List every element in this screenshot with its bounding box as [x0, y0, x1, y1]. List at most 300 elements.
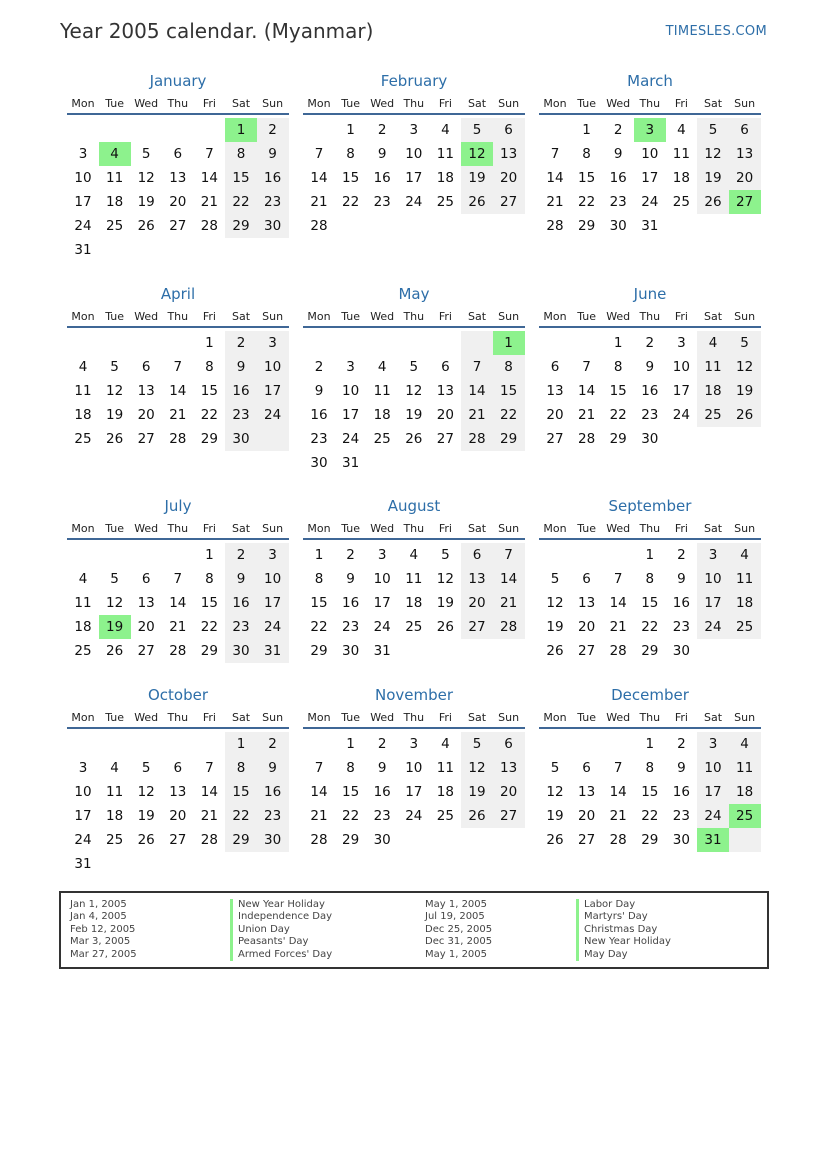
day-cell[interactable]: 30 [609, 218, 627, 234]
day-cell[interactable]: 15 [225, 166, 257, 190]
day-cell[interactable]: 17 [257, 379, 289, 403]
day-cell[interactable]: 27 [729, 190, 761, 214]
day-cell[interactable]: 5 [697, 118, 729, 142]
day-cell[interactable]: 29 [641, 832, 659, 848]
day-cell[interactable]: 6 [141, 359, 151, 375]
day-cell[interactable]: 21 [461, 403, 493, 427]
day-cell[interactable]: 25 [672, 194, 690, 210]
day-cell[interactable]: 16 [225, 379, 257, 403]
day-cell[interactable]: 10 [74, 784, 92, 800]
day-cell[interactable]: 15 [200, 595, 218, 611]
day-cell[interactable]: 3 [697, 543, 729, 567]
day-cell[interactable]: 7 [173, 359, 183, 375]
day-cell[interactable]: 5 [461, 118, 493, 142]
day-cell[interactable]: 6 [141, 571, 151, 587]
day-cell[interactable]: 22 [310, 619, 328, 635]
day-cell[interactable]: 19 [137, 194, 155, 210]
day-cell[interactable]: 20 [137, 407, 155, 423]
day-cell[interactable]: 24 [697, 615, 729, 639]
day-cell[interactable]: 25 [106, 218, 124, 234]
day-cell[interactable]: 30 [225, 639, 257, 663]
day-cell[interactable]: 15 [609, 383, 627, 399]
day-cell[interactable]: 3 [257, 543, 289, 567]
day-cell[interactable]: 14 [578, 383, 596, 399]
day-cell[interactable]: 19 [106, 407, 124, 423]
day-cell[interactable]: 12 [405, 383, 423, 399]
day-cell[interactable]: 29 [493, 427, 525, 451]
day-cell[interactable]: 6 [173, 146, 183, 162]
day-cell[interactable]: 28 [609, 832, 627, 848]
day-cell[interactable]: 12 [546, 784, 564, 800]
day-cell[interactable]: 26 [436, 619, 454, 635]
day-cell[interactable]: 14 [169, 595, 187, 611]
day-cell[interactable]: 8 [346, 146, 355, 162]
day-cell[interactable]: 12 [106, 383, 124, 399]
day-cell[interactable]: 23 [373, 808, 391, 824]
day-cell[interactable]: 26 [546, 832, 564, 848]
day-cell[interactable]: 17 [697, 780, 729, 804]
day-cell[interactable]: 28 [169, 643, 187, 659]
day-cell[interactable]: 1 [645, 547, 655, 563]
day-cell[interactable]: 11 [106, 784, 124, 800]
day-cell[interactable]: 26 [461, 190, 493, 214]
day-cell[interactable]: 13 [169, 170, 187, 186]
day-cell[interactable]: 22 [578, 194, 596, 210]
day-cell[interactable]: 16 [609, 170, 627, 186]
day-cell[interactable]: 20 [461, 591, 493, 615]
day-cell[interactable]: 24 [697, 804, 729, 828]
day-cell[interactable]: 24 [257, 615, 289, 639]
day-cell[interactable]: 24 [257, 403, 289, 427]
day-cell[interactable]: 23 [672, 619, 690, 635]
day-cell[interactable]: 18 [697, 379, 729, 403]
day-cell[interactable]: 26 [729, 403, 761, 427]
day-cell[interactable]: 19 [461, 166, 493, 190]
day-cell[interactable]: 9 [346, 571, 355, 587]
day-cell[interactable]: 18 [74, 619, 92, 635]
day-cell[interactable]: 24 [342, 431, 360, 447]
day-cell[interactable]: 17 [74, 808, 92, 824]
day-cell[interactable]: 27 [169, 832, 187, 848]
day-cell[interactable]: 23 [672, 808, 690, 824]
day-cell[interactable]: 4 [409, 547, 419, 563]
day-cell[interactable]: 28 [310, 832, 328, 848]
day-cell[interactable]: 28 [310, 218, 328, 234]
day-cell[interactable]: 11 [373, 383, 391, 399]
day-cell[interactable]: 3 [677, 335, 686, 351]
day-cell[interactable]: 30 [257, 214, 289, 238]
day-cell[interactable]: 14 [310, 170, 328, 186]
day-cell[interactable]: 11 [729, 567, 761, 591]
day-cell[interactable]: 6 [493, 732, 525, 756]
day-cell[interactable]: 13 [493, 756, 525, 780]
day-cell[interactable]: 5 [110, 359, 119, 375]
day-cell[interactable]: 17 [405, 170, 423, 186]
day-cell[interactable]: 4 [78, 571, 88, 587]
day-cell[interactable]: 11 [106, 170, 124, 186]
day-cell[interactable]: 9 [225, 567, 257, 591]
day-cell[interactable]: 31 [697, 828, 729, 852]
day-cell[interactable]: 9 [677, 571, 686, 587]
day-cell[interactable]: 11 [74, 383, 92, 399]
day-cell[interactable]: 10 [405, 146, 423, 162]
day-cell[interactable]: 15 [578, 170, 596, 186]
day-cell[interactable]: 11 [672, 146, 690, 162]
day-cell[interactable]: 4 [677, 122, 686, 138]
day-cell[interactable]: 13 [137, 383, 155, 399]
day-cell[interactable]: 23 [225, 403, 257, 427]
day-cell[interactable]: 16 [342, 595, 360, 611]
day-cell[interactable]: 17 [342, 407, 360, 423]
day-cell[interactable]: 11 [729, 756, 761, 780]
day-cell[interactable]: 2 [314, 359, 324, 375]
day-cell[interactable]: 12 [436, 571, 454, 587]
day-cell[interactable]: 11 [74, 595, 92, 611]
day-cell[interactable]: 12 [461, 142, 493, 166]
day-cell[interactable]: 8 [346, 760, 355, 776]
day-cell[interactable]: 31 [257, 639, 289, 663]
day-cell[interactable]: 31 [373, 643, 391, 659]
day-cell[interactable]: 5 [550, 571, 560, 587]
day-cell[interactable]: 27 [578, 832, 596, 848]
day-cell[interactable]: 20 [546, 407, 564, 423]
day-cell[interactable]: 6 [461, 543, 493, 567]
day-cell[interactable]: 6 [493, 118, 525, 142]
day-cell[interactable]: 21 [169, 407, 187, 423]
day-cell[interactable]: 26 [106, 431, 124, 447]
day-cell[interactable]: 18 [74, 407, 92, 423]
day-cell[interactable]: 16 [257, 780, 289, 804]
day-cell[interactable]: 22 [609, 407, 627, 423]
day-cell[interactable]: 10 [672, 359, 690, 375]
day-cell[interactable]: 5 [141, 146, 151, 162]
day-cell[interactable]: 3 [377, 547, 387, 563]
day-cell[interactable]: 23 [373, 194, 391, 210]
day-cell[interactable]: 18 [106, 194, 124, 210]
day-cell[interactable]: 5 [409, 359, 419, 375]
day-cell[interactable]: 23 [257, 190, 289, 214]
day-cell[interactable]: 16 [373, 170, 391, 186]
day-cell[interactable]: 19 [137, 808, 155, 824]
day-cell[interactable]: 26 [137, 218, 155, 234]
day-cell[interactable]: 28 [200, 218, 218, 234]
site-link[interactable]: TIMESLES.COM [665, 24, 767, 39]
day-cell[interactable]: 7 [461, 355, 493, 379]
day-cell[interactable]: 18 [373, 407, 391, 423]
day-cell[interactable]: 18 [436, 784, 454, 800]
day-cell[interactable]: 1 [645, 736, 655, 752]
day-cell[interactable]: 9 [645, 359, 655, 375]
day-cell[interactable]: 1 [205, 335, 214, 351]
day-cell[interactable]: 20 [493, 166, 525, 190]
day-cell[interactable]: 28 [493, 615, 525, 639]
day-cell[interactable]: 12 [137, 170, 155, 186]
day-cell[interactable]: 15 [641, 595, 659, 611]
day-cell[interactable]: 18 [729, 591, 761, 615]
day-cell[interactable]: 12 [546, 595, 564, 611]
day-cell[interactable]: 9 [677, 760, 686, 776]
day-cell[interactable]: 27 [493, 804, 525, 828]
day-cell[interactable]: 12 [729, 355, 761, 379]
day-cell[interactable]: 19 [99, 615, 131, 639]
day-cell[interactable]: 6 [729, 118, 761, 142]
day-cell[interactable]: 27 [546, 431, 564, 447]
day-cell[interactable]: 22 [342, 808, 360, 824]
day-cell[interactable]: 26 [546, 643, 564, 659]
day-cell[interactable]: 25 [74, 643, 92, 659]
day-cell[interactable]: 31 [74, 856, 92, 872]
day-cell[interactable]: 9 [377, 760, 387, 776]
day-cell[interactable]: 8 [493, 355, 525, 379]
day-cell[interactable]: 20 [137, 619, 155, 635]
day-cell[interactable]: 17 [257, 591, 289, 615]
day-cell[interactable]: 26 [106, 643, 124, 659]
day-cell[interactable]: 14 [200, 784, 218, 800]
day-cell[interactable]: 18 [106, 808, 124, 824]
day-cell[interactable]: 4 [377, 359, 387, 375]
day-cell[interactable]: 27 [169, 218, 187, 234]
day-cell[interactable]: 16 [641, 383, 659, 399]
day-cell[interactable]: 15 [225, 780, 257, 804]
day-cell[interactable]: 26 [697, 190, 729, 214]
day-cell[interactable]: 11 [436, 146, 454, 162]
day-cell[interactable]: 3 [346, 359, 355, 375]
day-cell[interactable]: 5 [729, 331, 761, 355]
day-cell[interactable]: 14 [609, 595, 627, 611]
day-cell[interactable]: 17 [641, 170, 659, 186]
day-cell[interactable]: 20 [578, 808, 596, 824]
day-cell[interactable]: 13 [729, 142, 761, 166]
day-cell[interactable]: 21 [609, 619, 627, 635]
day-cell[interactable]: 21 [493, 591, 525, 615]
day-cell[interactable]: 2 [677, 736, 686, 752]
day-cell[interactable]: 24 [74, 832, 92, 848]
day-cell[interactable]: 28 [609, 643, 627, 659]
day-cell[interactable]: 20 [729, 166, 761, 190]
day-cell[interactable]: 25 [729, 804, 761, 828]
day-cell[interactable]: 14 [546, 170, 564, 186]
day-cell[interactable]: 29 [609, 431, 627, 447]
day-cell[interactable]: 11 [436, 760, 454, 776]
day-cell[interactable]: 21 [609, 808, 627, 824]
day-cell[interactable]: 1 [314, 547, 324, 563]
day-cell[interactable]: 12 [106, 595, 124, 611]
day-cell[interactable]: 15 [310, 595, 328, 611]
day-cell[interactable]: 20 [578, 619, 596, 635]
day-cell[interactable]: 1 [225, 118, 257, 142]
day-cell[interactable]: 27 [137, 431, 155, 447]
day-cell[interactable]: 8 [314, 571, 324, 587]
day-cell[interactable]: 30 [672, 832, 690, 848]
day-cell[interactable]: 1 [346, 122, 355, 138]
day-cell[interactable]: 9 [257, 756, 289, 780]
day-cell[interactable]: 1 [225, 732, 257, 756]
day-cell[interactable]: 30 [373, 832, 391, 848]
day-cell[interactable]: 9 [314, 383, 324, 399]
day-cell[interactable]: 4 [441, 122, 450, 138]
day-cell[interactable]: 25 [436, 808, 454, 824]
day-cell[interactable]: 22 [225, 190, 257, 214]
day-cell[interactable]: 7 [493, 543, 525, 567]
day-cell[interactable]: 25 [106, 832, 124, 848]
day-cell[interactable]: 15 [342, 784, 360, 800]
day-cell[interactable]: 22 [641, 619, 659, 635]
day-cell[interactable]: 16 [310, 407, 328, 423]
day-cell[interactable]: 4 [441, 736, 450, 752]
day-cell[interactable]: 8 [613, 359, 623, 375]
day-cell[interactable]: 21 [200, 194, 218, 210]
day-cell[interactable]: 10 [74, 170, 92, 186]
day-cell[interactable]: 17 [74, 194, 92, 210]
day-cell[interactable]: 25 [373, 431, 391, 447]
day-cell[interactable]: 30 [257, 828, 289, 852]
day-cell[interactable]: 10 [257, 355, 289, 379]
day-cell[interactable]: 10 [405, 760, 423, 776]
day-cell[interactable]: 8 [205, 571, 214, 587]
day-cell[interactable]: 3 [409, 736, 419, 752]
day-cell[interactable]: 30 [310, 455, 328, 471]
day-cell[interactable]: 13 [169, 784, 187, 800]
day-cell[interactable]: 20 [169, 808, 187, 824]
day-cell[interactable]: 3 [78, 760, 88, 776]
day-cell[interactable]: 8 [645, 760, 655, 776]
day-cell[interactable]: 7 [205, 760, 214, 776]
day-cell[interactable]: 22 [493, 403, 525, 427]
day-cell[interactable]: 3 [78, 146, 88, 162]
day-cell[interactable]: 23 [641, 407, 659, 423]
day-cell[interactable]: 8 [205, 359, 214, 375]
day-cell[interactable]: 27 [461, 615, 493, 639]
day-cell[interactable]: 21 [169, 619, 187, 635]
day-cell[interactable]: 2 [613, 122, 623, 138]
day-cell[interactable]: 12 [137, 784, 155, 800]
day-cell[interactable]: 19 [546, 808, 564, 824]
day-cell[interactable]: 13 [436, 383, 454, 399]
day-cell[interactable]: 11 [405, 571, 423, 587]
day-cell[interactable]: 30 [672, 643, 690, 659]
day-cell[interactable]: 29 [200, 643, 218, 659]
day-cell[interactable]: 9 [257, 142, 289, 166]
day-cell[interactable]: 9 [377, 146, 387, 162]
day-cell[interactable]: 2 [677, 547, 686, 563]
day-cell[interactable]: 10 [342, 383, 360, 399]
day-cell[interactable]: 1 [493, 331, 525, 355]
day-cell[interactable]: 29 [342, 832, 360, 848]
day-cell[interactable]: 28 [200, 832, 218, 848]
day-cell[interactable]: 27 [493, 190, 525, 214]
day-cell[interactable]: 23 [257, 804, 289, 828]
day-cell[interactable]: 23 [342, 619, 360, 635]
day-cell[interactable]: 7 [582, 359, 591, 375]
day-cell[interactable]: 9 [225, 355, 257, 379]
day-cell[interactable]: 15 [342, 170, 360, 186]
day-cell[interactable]: 26 [405, 431, 423, 447]
day-cell[interactable]: 13 [137, 595, 155, 611]
day-cell[interactable]: 2 [225, 543, 257, 567]
day-cell[interactable]: 29 [310, 643, 328, 659]
day-cell[interactable]: 6 [173, 760, 183, 776]
day-cell[interactable]: 7 [314, 146, 324, 162]
day-cell[interactable]: 29 [225, 828, 257, 852]
day-cell[interactable]: 1 [205, 547, 214, 563]
day-cell[interactable]: 5 [550, 760, 560, 776]
day-cell[interactable]: 18 [672, 170, 690, 186]
day-cell[interactable]: 28 [578, 431, 596, 447]
day-cell[interactable]: 21 [200, 808, 218, 824]
day-cell[interactable]: 30 [225, 427, 257, 451]
day-cell[interactable]: 30 [342, 643, 360, 659]
day-cell[interactable]: 6 [582, 760, 591, 776]
day-cell[interactable]: 3 [634, 118, 666, 142]
day-cell[interactable]: 4 [99, 142, 131, 166]
day-cell[interactable]: 19 [729, 379, 761, 403]
day-cell[interactable]: 28 [461, 427, 493, 451]
day-cell[interactable]: 12 [461, 756, 493, 780]
day-cell[interactable]: 22 [342, 194, 360, 210]
day-cell[interactable]: 31 [342, 455, 360, 471]
day-cell[interactable]: 14 [609, 784, 627, 800]
day-cell[interactable]: 2 [377, 122, 387, 138]
day-cell[interactable]: 19 [697, 166, 729, 190]
day-cell[interactable]: 8 [225, 142, 257, 166]
day-cell[interactable]: 25 [405, 619, 423, 635]
day-cell[interactable]: 4 [110, 760, 119, 776]
day-cell[interactable]: 19 [546, 619, 564, 635]
day-cell[interactable]: 17 [697, 591, 729, 615]
day-cell[interactable]: 3 [257, 331, 289, 355]
day-cell[interactable]: 6 [441, 359, 450, 375]
day-cell[interactable]: 22 [200, 619, 218, 635]
day-cell[interactable]: 30 [641, 431, 659, 447]
day-cell[interactable]: 14 [310, 784, 328, 800]
day-cell[interactable]: 14 [461, 379, 493, 403]
day-cell[interactable]: 13 [546, 383, 564, 399]
day-cell[interactable]: 7 [613, 760, 623, 776]
day-cell[interactable]: 1 [613, 335, 623, 351]
day-cell[interactable]: 3 [697, 732, 729, 756]
day-cell[interactable]: 15 [200, 383, 218, 399]
day-cell[interactable]: 11 [697, 355, 729, 379]
day-cell[interactable]: 2 [377, 736, 387, 752]
day-cell[interactable]: 18 [436, 170, 454, 186]
day-cell[interactable]: 7 [205, 146, 214, 162]
day-cell[interactable]: 5 [461, 732, 493, 756]
day-cell[interactable]: 20 [493, 780, 525, 804]
day-cell[interactable]: 19 [405, 407, 423, 423]
day-cell[interactable]: 14 [169, 383, 187, 399]
day-cell[interactable]: 26 [461, 804, 493, 828]
day-cell[interactable]: 31 [641, 218, 659, 234]
day-cell[interactable]: 10 [641, 146, 659, 162]
day-cell[interactable]: 21 [310, 808, 328, 824]
day-cell[interactable]: 13 [461, 567, 493, 591]
day-cell[interactable]: 22 [200, 407, 218, 423]
day-cell[interactable]: 25 [697, 403, 729, 427]
day-cell[interactable]: 19 [461, 780, 493, 804]
day-cell[interactable]: 25 [436, 194, 454, 210]
day-cell[interactable]: 20 [436, 407, 454, 423]
day-cell[interactable]: 9 [613, 146, 623, 162]
day-cell[interactable]: 20 [169, 194, 187, 210]
day-cell[interactable]: 1 [346, 736, 355, 752]
day-cell[interactable]: 23 [609, 194, 627, 210]
day-cell[interactable]: 16 [672, 784, 690, 800]
day-cell[interactable]: 4 [729, 543, 761, 567]
day-cell[interactable]: 22 [641, 808, 659, 824]
day-cell[interactable]: 10 [697, 756, 729, 780]
day-cell[interactable]: 2 [257, 732, 289, 756]
day-cell[interactable]: 7 [550, 146, 560, 162]
